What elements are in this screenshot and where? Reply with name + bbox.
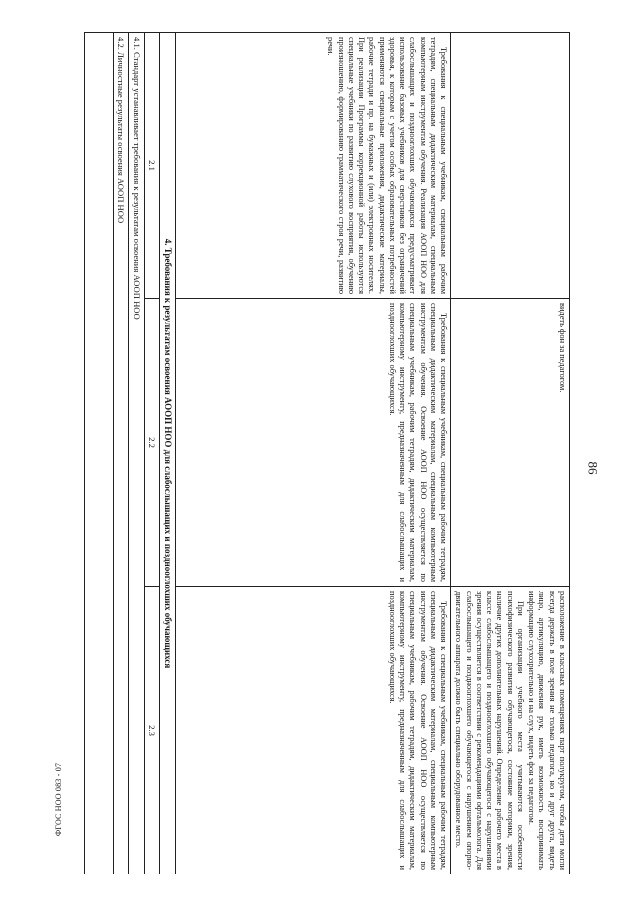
textbooks-col2-text: Требования к специальным учебникам, специальным рабочим тетрадям, специальным дидактическим материалам, специальным компьютерным инструментам обучения. Освоение АООП НОО осуществляется по специальным учебникам, рабочим тетрадям, дидактическим материалам, компьютерному инструменту, предназначенным для слабослышащих и позднооглохших обучающихся. — [388, 303, 449, 582]
section-title: 4. Требования к результатам освоения АООП НОО для слабослышащих и позднооглохших обучающихся — [160, 33, 176, 875]
document-page — [72, 32, 570, 874]
intro-col3-paragraph-2: При организации учебного места учитываются особенности психофизического развития обучающегося, состояние моторики, зрения, наличие других дополнительных нарушений. Определение рабочего места в классе слабослышащего и позднооглохшего обучающегося с нарушениями зрения осуществляется в соответствии с рекомендациями офтальмолога. Для слабослышащего и позднооглохшего обучающегося с нарушением опорно-двигательного аппарата должно быть специально оборудованное место. — [454, 591, 525, 870]
table-row-intro — [451, 33, 570, 875]
textbooks-col3-text: Требования к специальным учебникам, специальным рабочим тетрадям, специальным дидактическим материалам, специальным компьютерным инструментам обучения. Освоение АООП НОО осуществляется по специальным учебникам, рабочим тетрадям, дидактическим материалам, компьютерному инструменту, предназначенным для слабослышащих и позднооглохших обучающихся. — [388, 591, 449, 870]
margin-document-code: ФГОС НОО 083 - 07 — [54, 762, 64, 837]
intro-cell-col1 — [451, 33, 570, 299]
column-numbers-row — [144, 33, 159, 875]
intro-col2-text: видеть фон за педагогом. — [558, 303, 567, 393]
continuation-cell — [84, 33, 113, 875]
rotated-table-container — [72, 32, 570, 874]
standards-table — [84, 32, 570, 874]
item-4-1: 4.1. Стандарт устанавливает требования к результатам освоения АООП НОО — [129, 33, 144, 875]
textbooks-col1-text: Требования к специальным учебникам, специальным рабочим тетрадям, специальным дидактическим материалам, специальным компьютерным инструментам обучения. Реализация АООП НОО для слабослышащих и позднооглохших обучающихся предусматривает использование базовых учебников для сверстников без ограничений здоровья, к которым с учетом особых образовательных потребностей применяются специальные приложения, дидактические материалы, рабочие тетради и пр. на бумажных и (или) электронных носителях. При реализации Программы коррекционной работы используются специальные учебники по развитию слухового восприятия, обучению произношению, формированию грамматического строя речи, развитию речи. — [326, 37, 449, 294]
intro-col3-paragraph-1: расположение в классных помещениях парт полукругом, чтобы дети могли всегда держать в поле зрения не только педагога, но и друг друга, видеть лицо, артикуляцию, движения рук, иметь возможность воспринимать информацию слухозрительно и на слух, видеть фон за педагогом. — [527, 591, 567, 870]
table-row-textbooks — [176, 33, 451, 875]
textbooks-cell-col3 — [176, 587, 451, 875]
column-number-3: 2.3 — [144, 587, 159, 875]
intro-cell-col2 — [451, 299, 570, 587]
textbooks-cell-col2 — [176, 299, 451, 587]
section-title-row — [160, 33, 176, 875]
table-row-item-4-2 — [113, 33, 128, 875]
page-number: 86 — [585, 461, 601, 475]
intro-cell-col3 — [451, 587, 570, 875]
table-row-item-4-1 — [129, 33, 144, 875]
item-4-2: 4.2. Личностные результаты освоения АООП НОО — [113, 33, 128, 875]
table-row-continuation — [84, 33, 113, 875]
column-number-1: 2.1 — [144, 33, 159, 299]
textbooks-cell-col1 — [176, 33, 451, 299]
column-number-2: 2.2 — [144, 299, 159, 587]
